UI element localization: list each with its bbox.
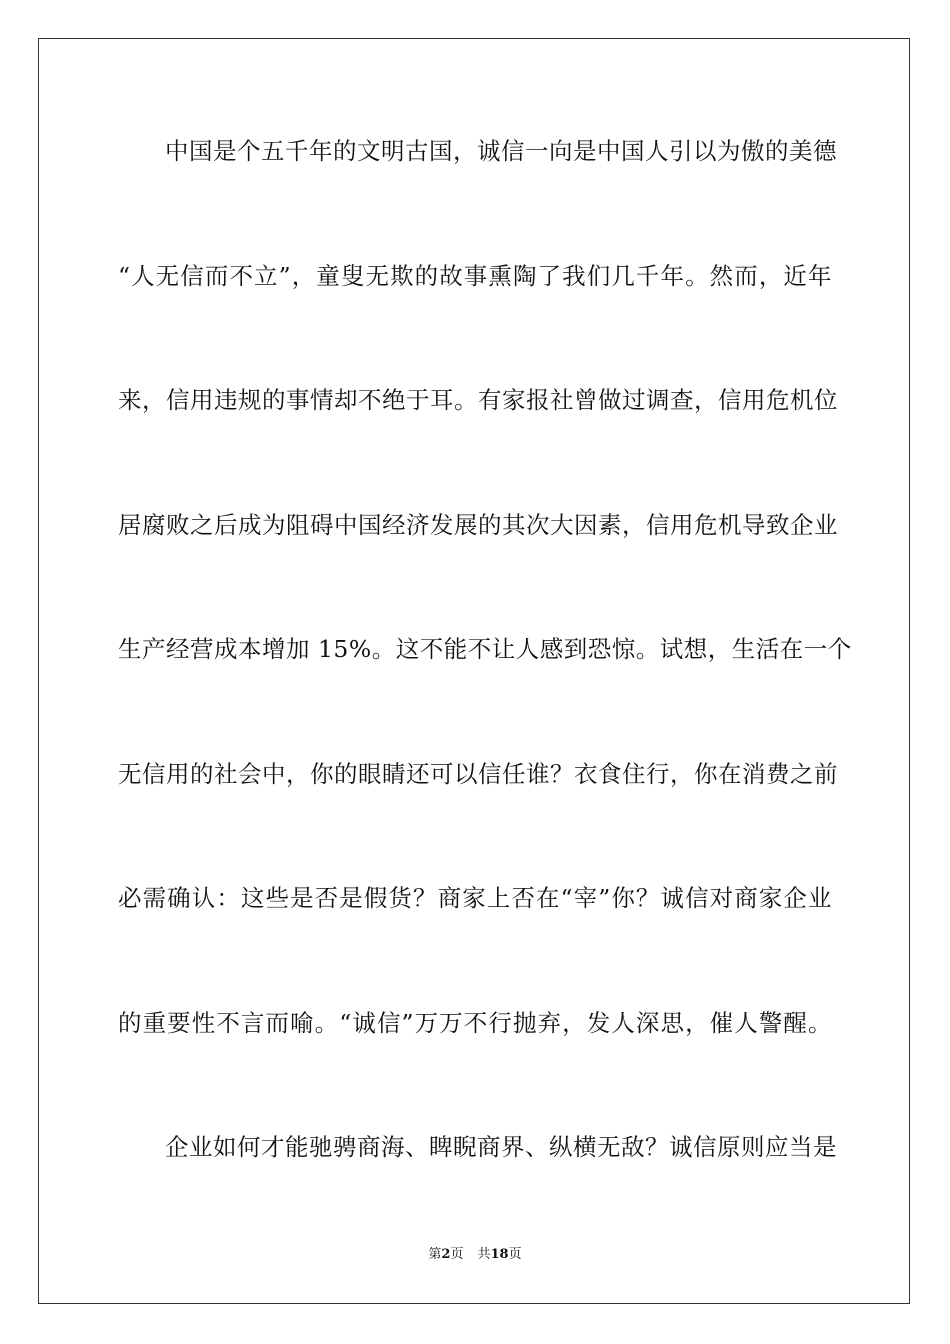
paragraph-line: 居腐败之后成为阻碍中国经济发展的其次大因素，信用危机导致企业	[118, 511, 838, 539]
paragraph-line: 企业如何才能驰骋商海、睥睨商界、纵横无敌？诚信原则应当是	[165, 1133, 837, 1161]
total-suffix: 页	[508, 1247, 522, 1262]
paragraph-line: 中国是个五千年的文明古国，诚信一向是中国人引以为傲的美德	[165, 137, 837, 165]
paragraph-line: 生产经营成本增加 15%。这不能不让人感到恐惊。试想，生活在一个	[118, 635, 852, 663]
paragraph-line: 必需确认：这些是否是假货？商家上否在“宰”你？诚信对商家企业	[118, 884, 832, 912]
page-suffix: 页	[450, 1247, 464, 1262]
paragraph-line: 的重要性不言而喻。“诚信”万万不行抛弃，发人深思，催人警醒。	[118, 1009, 832, 1037]
total-prefix: 共	[477, 1247, 491, 1262]
page-number: 2	[441, 1247, 451, 1262]
paragraph-line: 无信用的社会中，你的眼睛还可以信任谁？衣食住行，你在消费之前	[118, 760, 838, 788]
paragraph-line: 来，信用违规的事情却不绝于耳。有家报社曾做过调查，信用危机位	[118, 386, 838, 414]
page-footer	[0, 1247, 950, 1263]
total-pages: 18	[490, 1247, 509, 1262]
page-prefix: 第	[428, 1247, 442, 1262]
paragraph-line: “人无信而不立”，童叟无欺的故事熏陶了我们几千年。然而，近年	[118, 262, 832, 290]
page-border	[38, 38, 910, 1304]
